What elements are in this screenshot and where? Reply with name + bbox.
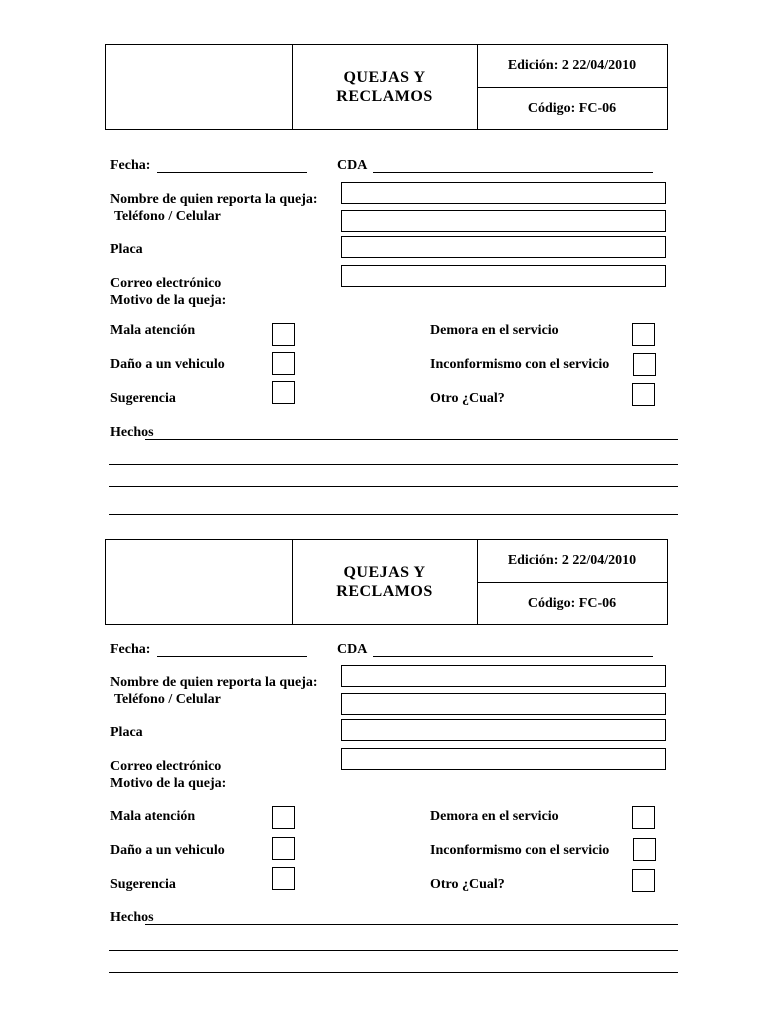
facts-line[interactable] (145, 924, 678, 925)
reporter-name-field[interactable] (341, 665, 666, 687)
reason-label: Motivo de la queja: (110, 293, 227, 308)
title-line-1: QUEJAS Y (343, 69, 426, 86)
phone-field[interactable] (341, 210, 666, 232)
facts-label: Hechos (110, 425, 154, 440)
logo-placeholder (106, 540, 293, 624)
email-label: Correo electrónico (110, 759, 222, 774)
option-other-label: Otro ¿Cual? (430, 391, 505, 406)
checkbox-delay[interactable] (632, 323, 655, 346)
facts-label: Hechos (110, 910, 154, 925)
cda-label: CDA (337, 642, 368, 657)
phone-label: Teléfono / Celular (114, 692, 221, 707)
option-bad-service-label: Mala atención (110, 323, 196, 338)
option-suggestion-label: Sugerencia (110, 391, 176, 406)
checkbox-delay[interactable] (632, 806, 655, 829)
cda-field[interactable] (373, 172, 653, 173)
facts-line[interactable] (109, 950, 678, 951)
option-nonconformity-label: Inconformismo con el servicio (430, 843, 610, 858)
form-header (105, 44, 668, 130)
checkbox-bad-service[interactable] (272, 323, 295, 346)
email-field[interactable] (341, 748, 666, 770)
checkbox-suggestion[interactable] (272, 867, 295, 890)
option-vehicle-damage-label: Daño a un vehiculo (110, 357, 225, 372)
checkbox-vehicle-damage[interactable] (272, 837, 295, 860)
facts-line[interactable] (145, 439, 678, 440)
facts-line[interactable] (109, 486, 678, 487)
reporter-name-field[interactable] (341, 182, 666, 204)
reason-label: Motivo de la queja: (110, 776, 227, 791)
reporter-name-label: Nombre de quien reporta la queja: (110, 675, 318, 690)
title-line-2: RECLAMOS (336, 88, 433, 105)
date-field[interactable] (157, 172, 307, 173)
checkbox-other[interactable] (632, 869, 655, 892)
option-bad-service-label: Mala atención (110, 809, 196, 824)
plate-label: Placa (110, 725, 143, 740)
checkbox-suggestion[interactable] (272, 381, 295, 404)
checkbox-nonconformity[interactable] (633, 838, 656, 861)
option-other-label: Otro ¿Cual? (430, 877, 505, 892)
date-label: Fecha: (110, 642, 151, 657)
complaint-form-1 (0, 0, 768, 490)
edition-info: Edición: 2 22/04/2010 (477, 540, 667, 583)
plate-field[interactable] (341, 236, 666, 258)
option-delay-label: Demora en el servicio (430, 323, 559, 338)
cda-label: CDA (337, 158, 368, 173)
option-delay-label: Demora en el servicio (430, 809, 559, 824)
title-line-2: RECLAMOS (336, 583, 433, 600)
form-title (292, 45, 478, 129)
email-label: Correo electrónico (110, 276, 222, 291)
checkbox-other[interactable] (632, 383, 655, 406)
date-label: Fecha: (110, 158, 151, 173)
document-code: Código: FC-06 (527, 100, 617, 116)
checkbox-vehicle-damage[interactable] (272, 352, 295, 375)
option-suggestion-label: Sugerencia (110, 877, 176, 892)
plate-field[interactable] (341, 719, 666, 741)
facts-line[interactable] (109, 972, 678, 973)
facts-line[interactable] (109, 464, 678, 465)
checkbox-nonconformity[interactable] (633, 353, 656, 376)
date-field[interactable] (157, 656, 307, 657)
checkbox-bad-service[interactable] (272, 806, 295, 829)
edition-info: Edición: 2 22/04/2010 (477, 45, 667, 88)
option-nonconformity-label: Inconformismo con el servicio (430, 357, 610, 372)
form-title (292, 540, 478, 624)
phone-field[interactable] (341, 693, 666, 715)
plate-label: Placa (110, 242, 143, 257)
logo-placeholder (106, 45, 293, 129)
phone-label: Teléfono / Celular (114, 209, 221, 224)
option-vehicle-damage-label: Daño a un vehiculo (110, 843, 225, 858)
email-field[interactable] (341, 265, 666, 287)
title-line-1: QUEJAS Y (343, 564, 426, 581)
form-header (105, 539, 668, 625)
document-code: Código: FC-06 (527, 595, 617, 611)
reporter-name-label: Nombre de quien reporta la queja: (110, 192, 318, 207)
complaint-form-2 (0, 495, 768, 985)
cda-field[interactable] (373, 656, 653, 657)
